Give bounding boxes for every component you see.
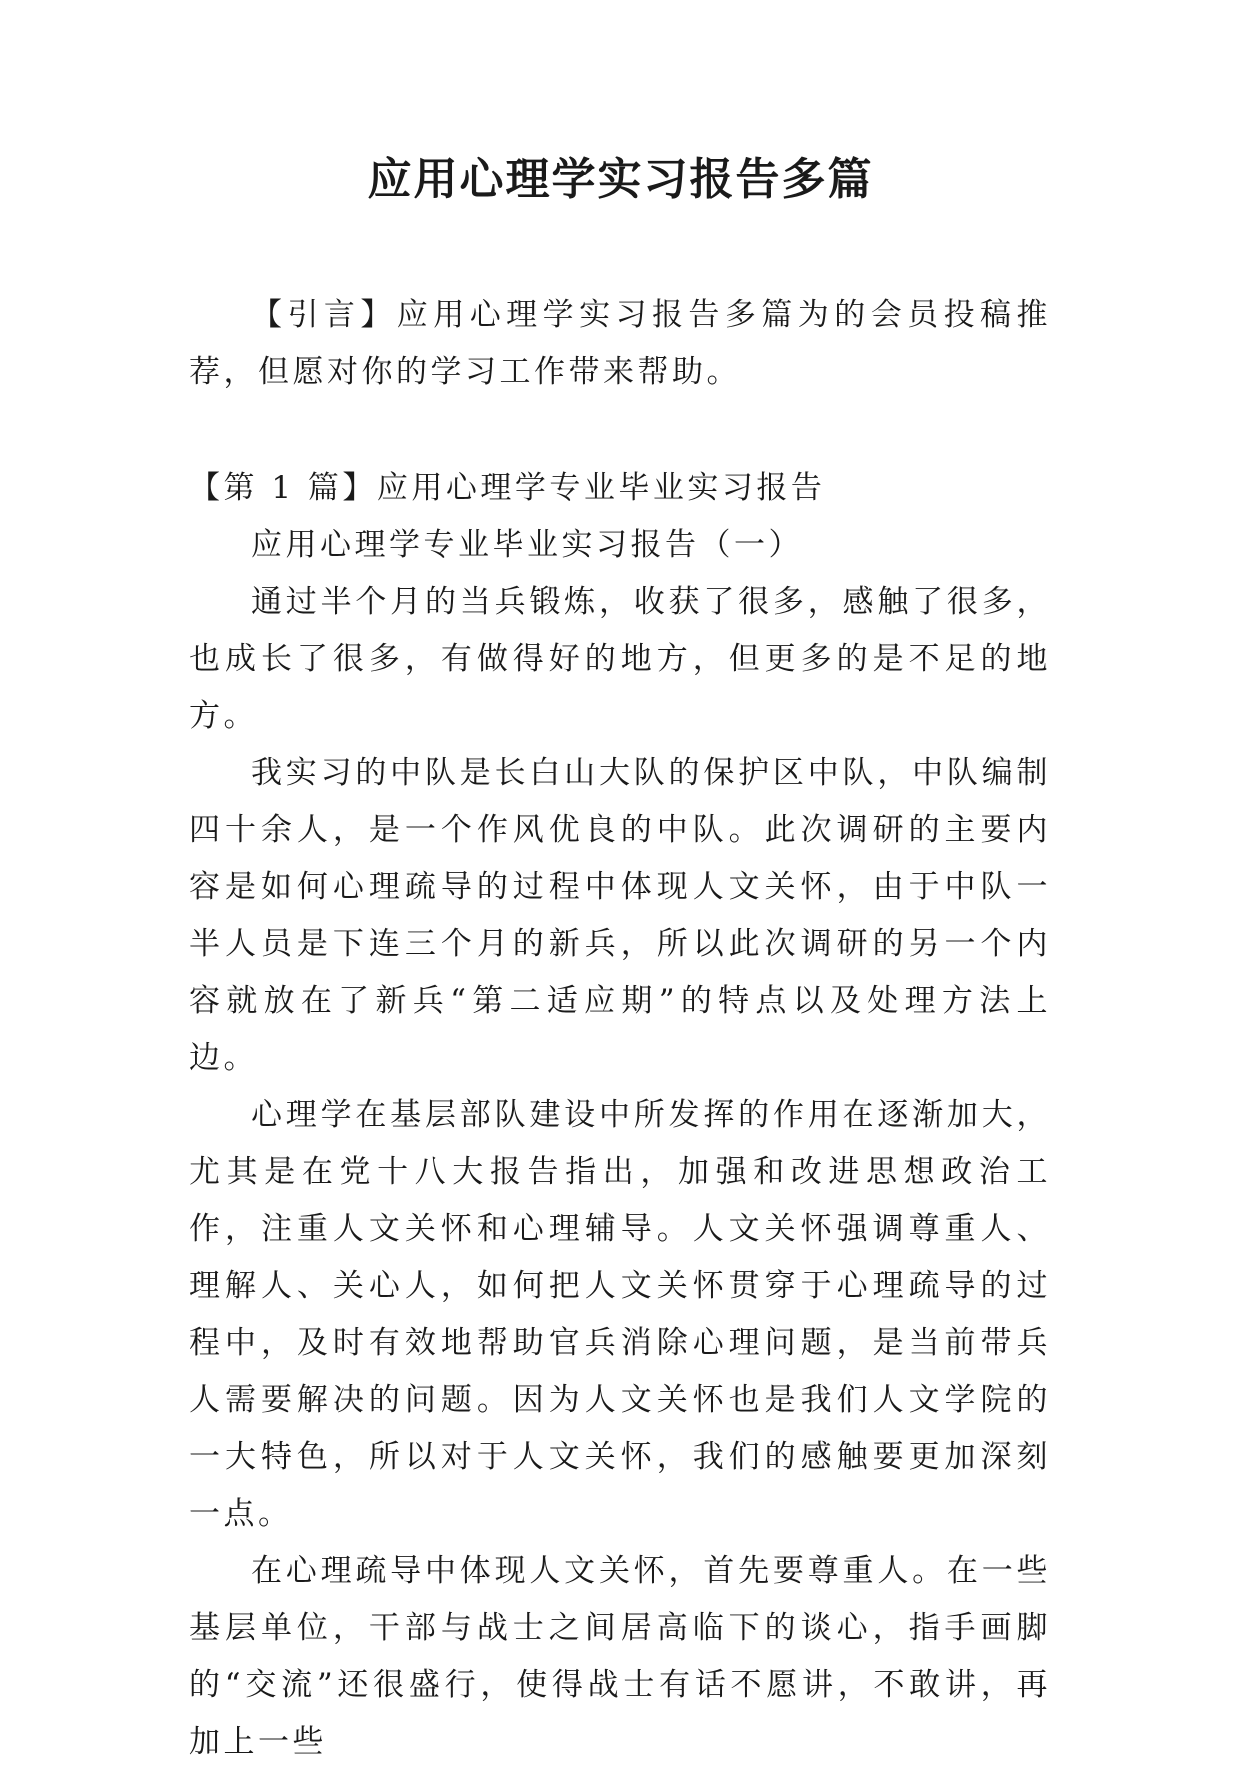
intro-block — [189, 287, 1051, 401]
sub-heading: 应用心理学专业毕业实习报告（一） — [251, 527, 803, 563]
document-title: 应用心理学实习报告多篇 — [367, 154, 874, 205]
body-paragraph: 我实习的中队是长白山大队的保护区中队，中队编制四十余人，是一个作风优良的中队。此次调研的主要内容是如何心理疏导的过程中体现人文关怀，由于中队一半人员是下连三个月的新兵，所以此次调研的另一个内容就放在了新兵“第二适应期”的特点以及处理方法上边。 — [189, 755, 1051, 1076]
body-paragraph: 在心理疏导中体现人文关怀，首先要尊重人。在一些基层单位，干部与战士之间居高临下的谈心，指手画脚的“交流”还很盛行，使得战士有话不愿讲，不敢讲，再加上一些 — [189, 1553, 1051, 1760]
body-paragraph: 心理学在基层部队建设中所发挥的作用在逐渐加大，尤其是在党十八大报告指出，加强和改进思想政治工作，注重人文关怀和心理辅导。人文关怀强调尊重人、理解人、关心人，如何把人文关怀贯穿于心理疏导的过程中，及时有效地帮助官兵消除心理问题，是当前带兵人需要解决的问题。因为人文关怀也是我们人文学院的一大特色，所以对于人文关怀，我们的感触要更加深刻一点。 — [189, 1097, 1051, 1532]
body-paragraph: 通过半个月的当兵锻炼，收获了很多，感触了很多，也成长了很多，有做得好的地方，但更多的是不足的地方。 — [189, 584, 1051, 734]
article-body — [189, 460, 1051, 1771]
intro-paragraph: 【引言】应用心理学实习报告多篇为的会员投稿推荐，但愿对你的学习工作带来帮助。 — [189, 297, 1051, 390]
section-heading: 【第 1 篇】应用心理学专业毕业实习报告 — [189, 470, 826, 506]
